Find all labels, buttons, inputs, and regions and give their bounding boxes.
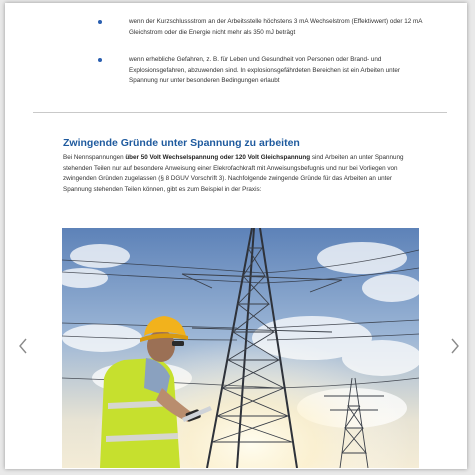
bullet-text: wenn erhebliche Gefahren, z. B. für Leben und Gesundheit von Personen oder Brand- und Explosionsgefahren, abzuwenden sind. In explosionsgefährdeten Bereichen ist ein Arbeiten unter Spannung nur unter besonderen Bedingungen erlaubt [129,56,400,84]
electrician-photo [62,228,419,468]
bullet-dot-icon [98,58,102,62]
chevron-left-icon [17,338,29,354]
bullet-dot-icon [98,20,102,24]
paragraph-bold: über 50 Volt Wechselspannung oder 120 Volt Gleichspannung [125,154,311,161]
chevron-right-icon [449,338,461,354]
section-title: Zwingende Gründe unter Spannung zu arbeiten [63,137,300,149]
bullet-text: wenn der Kurzschlussstrom an der Arbeitsstelle höchstens 3 mA Wechselstrom (Effektivwert) oder 12 mA Gleichstrom oder die Energie nicht mehr als 350 mJ beträgt [129,18,423,36]
electrician-illustration [62,228,419,468]
document-page [5,3,467,469]
bullet-list [5,17,467,105]
carousel-next-button[interactable] [449,338,461,354]
paragraph-text-end: sind Arbeiten an unter Spannung stehenden Teilen nur auf besondere Anweisung einer Elekrofachkraft mit Anweisungsbefugnis und nur bei Vorliegen von zwingenden Gründen zugelassen (§ 8 DGUV Vorschrift 3). Nachfolgende zwingende Gründe für das Arbeiten an unter Spannung stehenden Teilen können, gibt es zum Beispiel in der Praxis: [63,154,404,193]
list-item [5,55,467,105]
carousel-prev-button[interactable] [17,338,29,354]
paragraph-text-start: Bei Nennspannungen [63,154,126,161]
list-item [5,17,467,51]
section-paragraph [63,153,417,195]
section-divider [33,112,447,113]
